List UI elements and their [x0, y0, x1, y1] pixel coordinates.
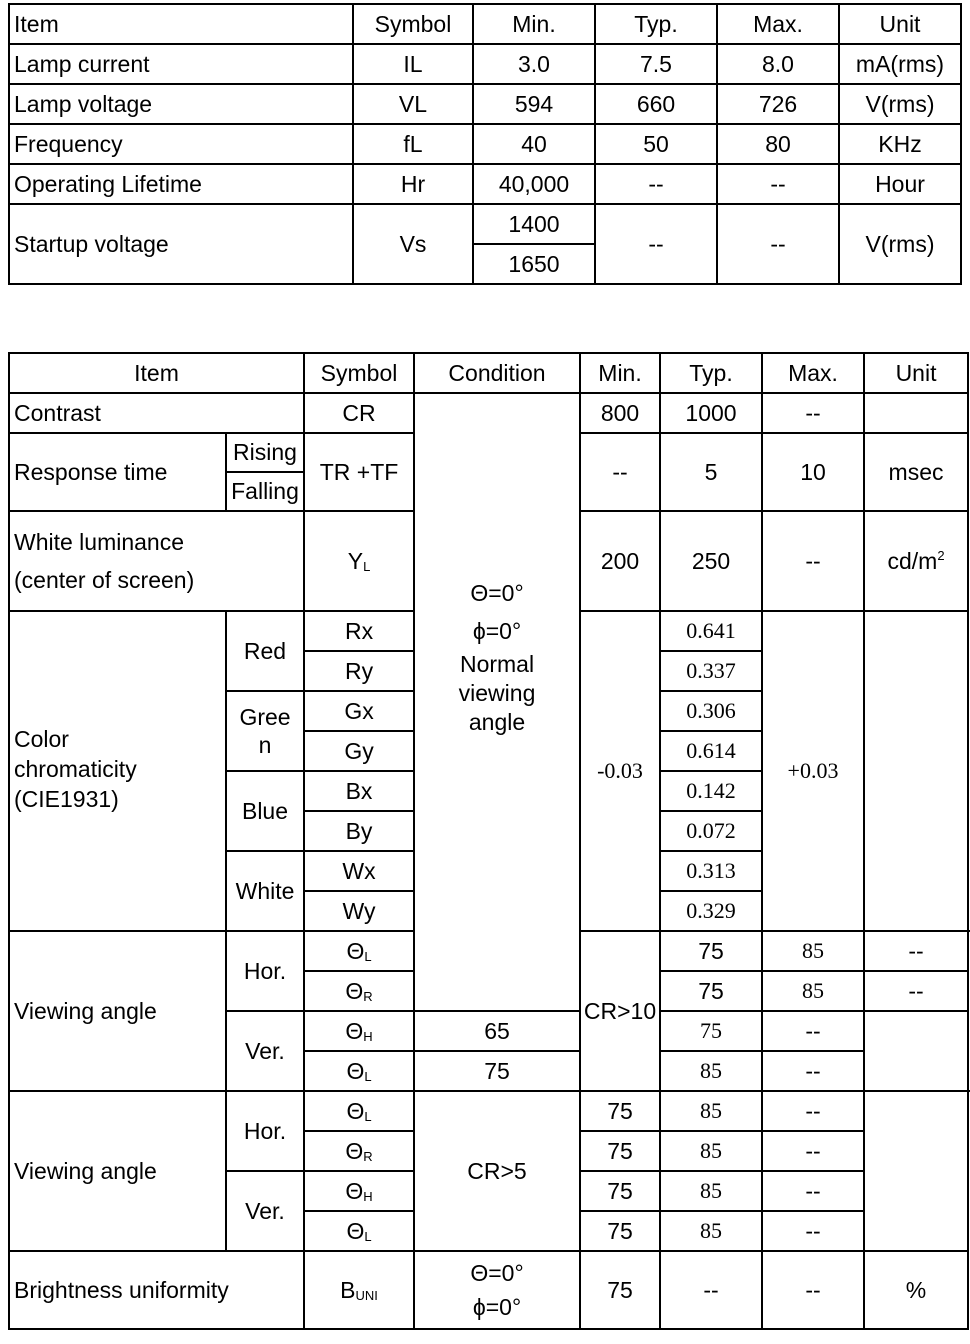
header-cell: Symbol — [304, 353, 414, 393]
typ-cell: 0.142 — [660, 771, 762, 811]
symbol-subscript: L — [364, 1228, 372, 1244]
theta-symbol: Θ — [346, 1097, 365, 1124]
header-cell: Max. — [717, 4, 839, 44]
symbol-cell: Bx — [304, 771, 414, 811]
unit-cell: mA(rms) — [839, 44, 961, 84]
symbol-cell: Vs — [353, 204, 473, 284]
symbol-subscript: H — [363, 1188, 373, 1204]
unit-cell: V(rms) — [839, 84, 961, 124]
item-line: White luminance — [14, 529, 185, 555]
typ-cell: 85 — [660, 1091, 762, 1131]
color-group-cell: Blue — [226, 771, 304, 851]
header-cell: Unit — [864, 353, 968, 393]
max-cell: -- — [864, 971, 968, 1011]
symbol-cell: IL — [353, 44, 473, 84]
item-line: Color — [14, 726, 69, 752]
max-cell: -- — [717, 204, 839, 284]
item-line: chromaticity — [14, 756, 137, 782]
symbol-cell: Wx — [304, 851, 414, 891]
item-cell: Lamp current — [9, 44, 353, 84]
header-cell: Max. — [762, 353, 864, 393]
unit-cell — [864, 611, 968, 931]
table-row — [9, 164, 961, 204]
group-line: Gree — [239, 704, 291, 730]
min-cell: 200 — [580, 511, 660, 611]
condition-line: ϕ=0° — [472, 618, 522, 644]
symbol-cell: CR — [304, 393, 414, 433]
color-group-cell: Red — [226, 611, 304, 691]
unit-cell: KHz — [839, 124, 961, 164]
table-row — [9, 204, 961, 244]
typ-cell: 0.313 — [660, 851, 762, 891]
symbol-cell — [304, 931, 414, 971]
unit-main: cd/m — [887, 547, 938, 574]
typ-cell: 0.337 — [660, 651, 762, 691]
direction-cell: Hor. — [226, 1091, 304, 1171]
header-cell: Unit — [839, 4, 961, 44]
max-cell: -- — [762, 1171, 864, 1211]
max-cell: -- — [762, 1131, 864, 1171]
max-cell: -- — [762, 511, 864, 611]
symbol-cell: fL — [353, 124, 473, 164]
typ-cell: 7.5 — [595, 44, 717, 84]
min-cell: -- — [580, 433, 660, 511]
header-cell: Item — [9, 4, 353, 44]
symbol-cell — [304, 1091, 414, 1131]
table-header-row — [9, 4, 961, 44]
unit-cell: V(rms) — [839, 204, 961, 284]
theta-symbol: Θ — [345, 1177, 364, 1204]
min-cell: 75 — [414, 1051, 580, 1091]
symbol-subscript: R — [363, 988, 373, 1004]
unit-superscript: 2 — [937, 547, 945, 563]
symbol-cell — [304, 1251, 414, 1329]
symbol-cell — [304, 1131, 414, 1171]
symbol-subscript: L — [364, 1068, 372, 1084]
theta-symbol: Θ — [345, 977, 364, 1004]
header-cell: Item — [9, 353, 304, 393]
typ-cell: 0.329 — [660, 891, 762, 931]
item-line: (center of screen) — [14, 567, 195, 593]
typ-cell: 85 — [660, 1051, 762, 1091]
theta-symbol: Θ — [345, 1137, 364, 1164]
symbol-cell: By — [304, 811, 414, 851]
unit-cell — [864, 1091, 968, 1251]
min-cell: 65 — [414, 1011, 580, 1051]
symbol-cell — [304, 1211, 414, 1251]
max-cell: -- — [717, 164, 839, 204]
item-cell: Frequency — [9, 124, 353, 164]
min-cell: 75 — [580, 1251, 660, 1329]
symbol-subscript: L — [364, 1108, 372, 1124]
typ-cell: 85 — [660, 1211, 762, 1251]
sub-item-cell: Rising — [226, 433, 304, 472]
condition-line: angle — [468, 709, 526, 735]
header-cell: Symbol — [353, 4, 473, 44]
min-cell: 1650 — [473, 244, 595, 284]
header-cell: Min. — [580, 353, 660, 393]
direction-cell: Ver. — [226, 1011, 304, 1091]
item-cell: Operating Lifetime — [9, 164, 353, 204]
min-cell: 75 — [660, 971, 762, 1011]
symbol-cell: Gx — [304, 691, 414, 731]
max-cell: -- — [762, 1091, 864, 1131]
table-row — [9, 393, 970, 433]
symbol-subscript: R — [363, 1148, 373, 1164]
symbol-cell — [304, 1051, 414, 1091]
theta-symbol: Θ — [346, 937, 365, 964]
symbol-cell: Ry — [304, 651, 414, 691]
header-cell: Condition — [414, 353, 580, 393]
max-cell: -- — [762, 1211, 864, 1251]
header-cell: Min. — [473, 4, 595, 44]
group-line: n — [258, 732, 272, 758]
typ-cell: 0.072 — [660, 811, 762, 851]
symbol-main: B — [340, 1276, 356, 1303]
symbol-cell — [304, 971, 414, 1011]
item-cell: Viewing angle — [9, 931, 226, 1091]
item-cell: Brightness uniformity — [9, 1251, 304, 1329]
condition-line: Θ=0° — [470, 1260, 524, 1286]
symbol-cell: Hr — [353, 164, 473, 204]
theta-symbol: Θ — [346, 1217, 365, 1244]
symbol-cell — [304, 1011, 414, 1051]
header-cell: Typ. — [595, 4, 717, 44]
min-cell: 594 — [473, 84, 595, 124]
min-cell: -0.03 — [580, 611, 660, 931]
symbol-main: Y — [347, 547, 364, 574]
table-header-row — [9, 353, 970, 393]
symbol-cell — [304, 1171, 414, 1211]
typ-cell: 1000 — [660, 393, 762, 433]
typ-cell: 50 — [595, 124, 717, 164]
item-cell: Contrast — [9, 393, 304, 433]
symbol-cell: Rx — [304, 611, 414, 651]
lamp-specs-table — [8, 3, 962, 285]
min-cell: 75 — [580, 1091, 660, 1131]
min-cell: 1400 — [473, 204, 595, 244]
condition-line: ϕ=0° — [472, 1294, 522, 1320]
condition-cell: CR>10 — [580, 931, 660, 1091]
item-cell: Startup voltage — [9, 204, 353, 284]
max-cell: 80 — [717, 124, 839, 164]
direction-cell: Hor. — [226, 931, 304, 1011]
item-line: (CIE1931) — [14, 786, 119, 812]
condition-cell — [414, 1251, 580, 1329]
condition-line: viewing — [458, 680, 536, 706]
table-row — [9, 84, 961, 124]
max-cell: 8.0 — [717, 44, 839, 84]
min-cell: 75 — [660, 931, 762, 971]
typ-cell: 85 — [762, 931, 864, 971]
symbol-cell: VL — [353, 84, 473, 124]
table-row — [9, 44, 961, 84]
item-cell — [9, 511, 304, 611]
condition-line: Normal — [459, 651, 535, 677]
min-cell: 75 — [580, 1171, 660, 1211]
item-cell: Viewing angle — [9, 1091, 226, 1251]
symbol-cell: Wy — [304, 891, 414, 931]
header-cell: Typ. — [660, 353, 762, 393]
item-cell: Lamp voltage — [9, 84, 353, 124]
color-group-cell: White — [226, 851, 304, 931]
unit-cell: % — [864, 1251, 968, 1329]
table-row — [9, 124, 961, 164]
min-cell: 75 — [580, 1131, 660, 1171]
typ-cell: 85 — [660, 1131, 762, 1171]
max-cell: +0.03 — [762, 611, 864, 931]
typ-cell: -- — [660, 1251, 762, 1329]
min-cell: 40 — [473, 124, 595, 164]
min-cell: 40,000 — [473, 164, 595, 204]
direction-cell: Ver. — [226, 1171, 304, 1251]
max-cell: -- — [762, 1051, 864, 1091]
color-group-cell — [226, 691, 304, 771]
typ-cell: 85 — [660, 1171, 762, 1211]
symbol-cell: Gy — [304, 731, 414, 771]
max-cell: 726 — [717, 84, 839, 124]
unit-cell — [864, 393, 968, 433]
theta-symbol: Θ — [345, 1017, 364, 1044]
min-cell: 75 — [580, 1211, 660, 1251]
typ-cell: 250 — [660, 511, 762, 611]
condition-line: Θ=0° — [470, 580, 524, 606]
typ-cell: 0.306 — [660, 691, 762, 731]
table-row — [9, 1251, 970, 1329]
item-cell: Response time — [9, 433, 226, 511]
max-cell: -- — [762, 1011, 864, 1051]
max-cell: -- — [864, 931, 968, 971]
symbol-cell — [304, 511, 414, 611]
symbol-subscript: L — [363, 558, 371, 574]
item-cell — [9, 611, 226, 931]
unit-cell: Hour — [839, 164, 961, 204]
symbol-cell: TR +TF — [304, 433, 414, 511]
typ-cell: 0.614 — [660, 731, 762, 771]
typ-cell: -- — [595, 164, 717, 204]
condition-cell: CR>5 — [414, 1091, 580, 1251]
sub-item-cell: Falling — [226, 472, 304, 511]
typ-cell: 0.641 — [660, 611, 762, 651]
min-cell: 3.0 — [473, 44, 595, 84]
typ-cell: 75 — [660, 1011, 762, 1051]
condition-cell — [414, 393, 580, 1011]
min-cell: 800 — [580, 393, 660, 433]
max-cell: -- — [762, 1251, 864, 1329]
optical-specs-table — [8, 352, 970, 1330]
theta-symbol: Θ — [346, 1057, 365, 1084]
typ-cell: 85 — [762, 971, 864, 1011]
symbol-subscript: UNI — [355, 1287, 378, 1303]
max-cell: 10 — [762, 433, 864, 511]
table-row — [9, 1091, 970, 1131]
typ-cell: -- — [595, 204, 717, 284]
typ-cell: 5 — [660, 433, 762, 511]
unit-cell: msec — [864, 433, 968, 511]
symbol-subscript: H — [363, 1028, 373, 1044]
unit-cell — [864, 511, 968, 611]
symbol-subscript: L — [364, 948, 372, 964]
typ-cell: 660 — [595, 84, 717, 124]
max-cell: -- — [762, 393, 864, 433]
